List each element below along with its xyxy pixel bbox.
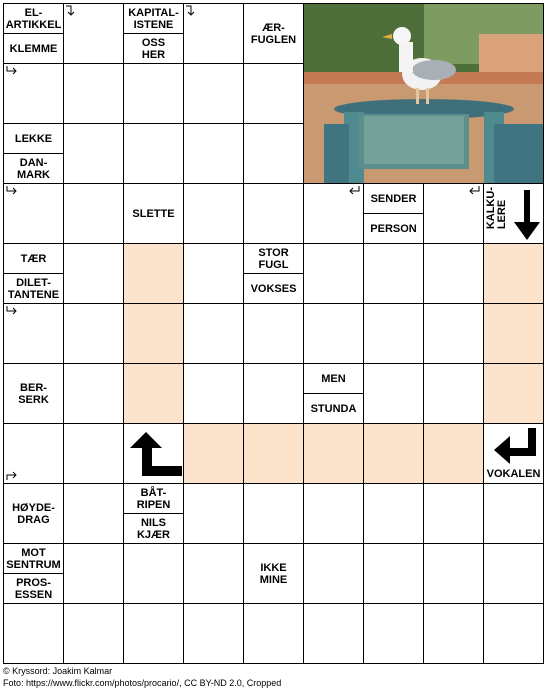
clue-kapitalistene: KAPITAL- ISTENE [123,3,184,34]
clue-stor-fugl: STOR FUGL [243,243,304,274]
grid-cell-highlighted[interactable] [123,243,184,304]
clue-el-artikkel: EL- ARTIKKEL [3,3,64,34]
grid-cell[interactable] [363,303,424,364]
arrow-down-right-icon [185,5,197,17]
clue-mot-sentrum: MOT SENTRUM [3,543,64,574]
grid-cell[interactable] [183,303,244,364]
grid-cell[interactable] [303,543,364,604]
grid-cell[interactable] [123,123,184,184]
grid-cell[interactable] [363,603,424,664]
arrow-left-down-icon [349,185,361,197]
grid-cell[interactable] [63,123,124,184]
grid-cell[interactable] [63,243,124,304]
grid-cell[interactable] [123,603,184,664]
clue-oss-her: OSS HER [123,33,184,64]
grid-cell-highlighted[interactable] [483,363,544,424]
clue-vokses: VOKSES [243,273,304,304]
grid-cell[interactable] [243,483,304,544]
grid-cell[interactable] [63,603,124,664]
grid-cell[interactable] [243,123,304,184]
grid-cell[interactable] [423,543,484,604]
clue-lekke: LEKKE [3,123,64,154]
arrow-right-down-icon [5,305,17,317]
clue-stunda: STUNDA [303,393,364,424]
grid-cell[interactable] [183,543,244,604]
big-arrow-down-left-icon [492,426,538,464]
grid-cell[interactable] [63,63,124,124]
grid-cell[interactable] [423,243,484,304]
grid-cell[interactable] [243,603,304,664]
grid-cell-highlighted[interactable] [123,363,184,424]
big-arrow-down-icon [514,188,540,242]
grid-cell[interactable] [183,243,244,304]
clue-aerfuglen: ÆR- FUGLEN [243,3,304,64]
grid-cell[interactable] [183,363,244,424]
grid-cell-highlighted[interactable] [303,423,364,484]
grid-cell[interactable] [63,483,124,544]
clue-men: MEN [303,363,364,394]
grid-cell-highlighted[interactable] [123,303,184,364]
grid-cell[interactable] [423,303,484,364]
clue-sender: SENDER [363,183,424,214]
grid-cell-highlighted[interactable] [243,423,304,484]
grid-cell-highlighted[interactable] [483,303,544,364]
grid-cell[interactable] [63,303,124,364]
clue-person: PERSON [363,213,424,244]
grid-cell[interactable] [183,63,244,124]
grid-cell[interactable] [243,63,304,124]
grid-cell[interactable] [303,303,364,364]
clue-vokalen-text: VOKALEN [486,468,541,480]
arrow-up-right-icon [5,469,17,481]
grid-cell[interactable] [3,603,64,664]
grid-cell[interactable] [363,243,424,304]
grid-cell[interactable] [63,543,124,604]
grid-cell[interactable] [363,543,424,604]
crossword-grid [3,3,543,603]
big-arrow-up-left-icon [128,430,182,478]
grid-cell-highlighted[interactable] [483,243,544,304]
grid-cell[interactable] [483,603,544,664]
grid-cell[interactable] [63,183,124,244]
clue-ikke-mine: IKKE MINE [243,543,304,604]
seagull-photo-image [304,4,544,184]
photo-credit: Foto: https://www.flickr.com/photos/procario/, CC BY-ND 2.0, Cropped [3,678,282,688]
grid-cell[interactable] [423,483,484,544]
grid-cell[interactable] [483,483,544,544]
clue-vokalen [483,423,544,484]
grid-cell[interactable] [303,243,364,304]
grid-cell-highlighted[interactable] [363,423,424,484]
clue-kalkulere-text: KALKU- LERE [485,187,508,230]
clue-taer: TÆR [3,243,64,274]
grid-cell[interactable] [363,363,424,424]
grid-cell[interactable] [423,363,484,424]
clue-nils-kjaer: NILS KJÆR [123,513,184,544]
grid-cell[interactable] [243,183,304,244]
grid-cell[interactable] [123,543,184,604]
clue-kalkulere [483,183,544,244]
grid-cell[interactable] [303,603,364,664]
grid-cell[interactable] [183,603,244,664]
arrow-right-down-icon [5,185,17,197]
arrow-cell [123,423,184,484]
clue-danmark: DAN- MARK [3,153,64,184]
clue-klemme: KLEMME [3,33,64,64]
grid-cell[interactable] [303,483,364,544]
clue-prosessen: PROS- ESSEN [3,573,64,604]
grid-cell[interactable] [183,483,244,544]
grid-cell[interactable] [423,603,484,664]
grid-cell-highlighted[interactable] [423,423,484,484]
arrow-right-down-icon [5,65,17,77]
clue-dilettantene: DILET- TANTENE [3,273,64,304]
grid-cell-highlighted[interactable] [183,423,244,484]
grid-cell[interactable] [123,63,184,124]
clue-batripen: BÅT- RIPEN [123,483,184,514]
arrow-down-right-icon [65,5,77,17]
clue-hoydedrag: HØYDE- DRAG [3,483,64,544]
clue-slette: SLETTE [123,183,184,244]
grid-cell[interactable] [243,363,304,424]
grid-cell[interactable] [243,303,304,364]
arrow-left-down-icon [469,185,481,197]
grid-cell[interactable] [483,543,544,604]
grid-cell[interactable] [63,363,124,424]
crossword-credit: © Kryssord: Joakim Kalmar [3,666,113,676]
grid-cell[interactable] [183,123,244,184]
grid-cell[interactable] [183,183,244,244]
clue-berserk: BER- SERK [3,363,64,424]
seagull-photo [303,3,544,184]
grid-cell[interactable] [63,423,124,484]
grid-cell[interactable] [363,483,424,544]
